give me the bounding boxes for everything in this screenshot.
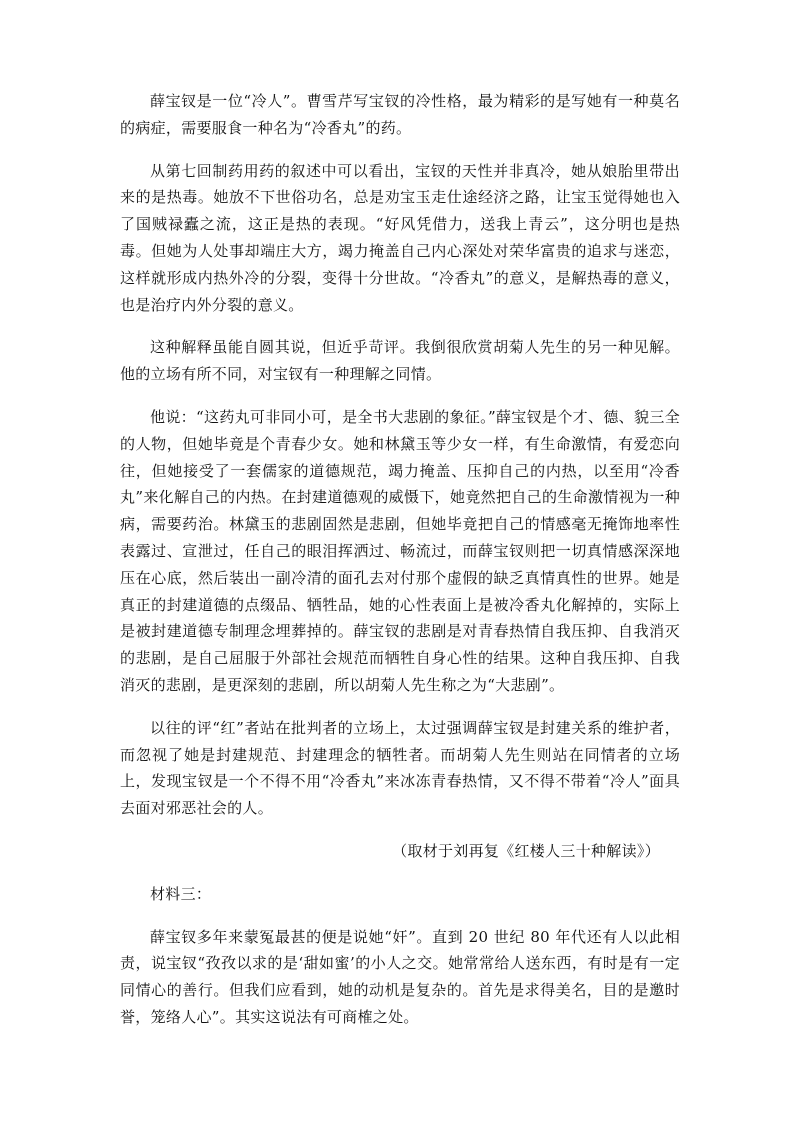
paragraph-1: 薛宝钗是一位“冷人”。曹雪芹写宝钗的冷性格，最为精彩的是写她有一种莫名的病症，需要服食一种名为“冷香丸”的药。 xyxy=(120,92,680,137)
paragraph-5: 以往的评“红”者站在批判者的立场上，太过强调薛宝钗是封建关系的维护者，而忽视了她是封建规范、封建理念的牺牲者。而胡菊人先生则站在同情者的立场上，发现宝钗是一个不得不用“冷香丸”来冰冻青春热情，又不得不带着“冷人”面具去面对邪恶社会的人。 xyxy=(120,718,680,818)
document-page xyxy=(120,88,680,1047)
paragraph-4: 他说：“这药丸可非同小可，是全书大悲剧的象征。”薛宝钗是个才、德、貌三全的人物，但她毕竟是个青春少女。她和林黛玉等少女一样，有生命激情，有爱恋向往，但她接受了一套儒家的道德规范，竭力掩盖、压抑自己的内热，以至用“冷香丸”来化解自己的内热。在封建道德观的威慑下，她竟然把自己的生命激情视为一种病，需要药治。林黛玉的悲剧固然是悲剧，但她毕竟把自己的情感毫无掩饰地率性表露过、宣泄过，任自己的眼泪挥洒过、畅流过，而薛宝钗则把一切真情感深深地压在心底，然后装出一副冷清的面孔去对付那个虚假的缺乏真情真性的世界。她是真正的封建道德的点缀品、牺牲品，她的心性表面上是被冷香丸化解掉的，实际上是被封建道德专制理念埋葬掉的。薛宝钗的悲剧是对青春热情自我压抑、自我消灭的悲剧，是自己屈服于外部社会规范而牺牲自身心性的结果。这种自我压抑、自我消灭的悲剧，是更深刻的悲剧，所以胡菊人先生称之为“大悲剧”。 xyxy=(120,407,680,694)
section-label: 材料三： xyxy=(150,884,212,903)
paragraph-3: 这种解释虽能自圆其说，但近乎苛评。我倒很欣赏胡菊人先生的另一种见解。他的立场有所不同，对宝钗有一种理解之同情。 xyxy=(120,338,680,384)
paragraph-6: 薛宝钗多年来蒙冤最甚的便是说她“奸”。直到 20 世纪 80 年代还有人以此相责，说宝钗“孜孜以求的是‘甜如蜜’的小人之交。她常常给人送东西，有时是有一定同情心的善行。但我们应看到，她的动机是复杂的。首先是求得美名，目的是邀时誉，笼络人心”。其实这说法有可商榷之处。 xyxy=(120,927,680,1026)
paragraph-2: 从第七回制药用药的叙述中可以看出，宝钗的天性并非真冷，她从娘胎里带出来的是热毒。她放不下世俗功名，总是劝宝玉走仕途经济之路，让宝玉觉得她也入了国贼禄蠹之流，这正是热的表现。“好风凭借力，送我上青云”，这分明也是热毒。但她为人处事却端庄大方，竭力掩盖自己内心深处对荣华富贵的追求与迷恋，这样就形成内热外冷的分裂，变得十分世故。“冷香丸”的意义，是解热毒的意义，也是治疗内外分裂的意义。 xyxy=(120,161,680,314)
source-citation: （取材于刘再复《红楼人三十种解读》） xyxy=(392,841,660,860)
